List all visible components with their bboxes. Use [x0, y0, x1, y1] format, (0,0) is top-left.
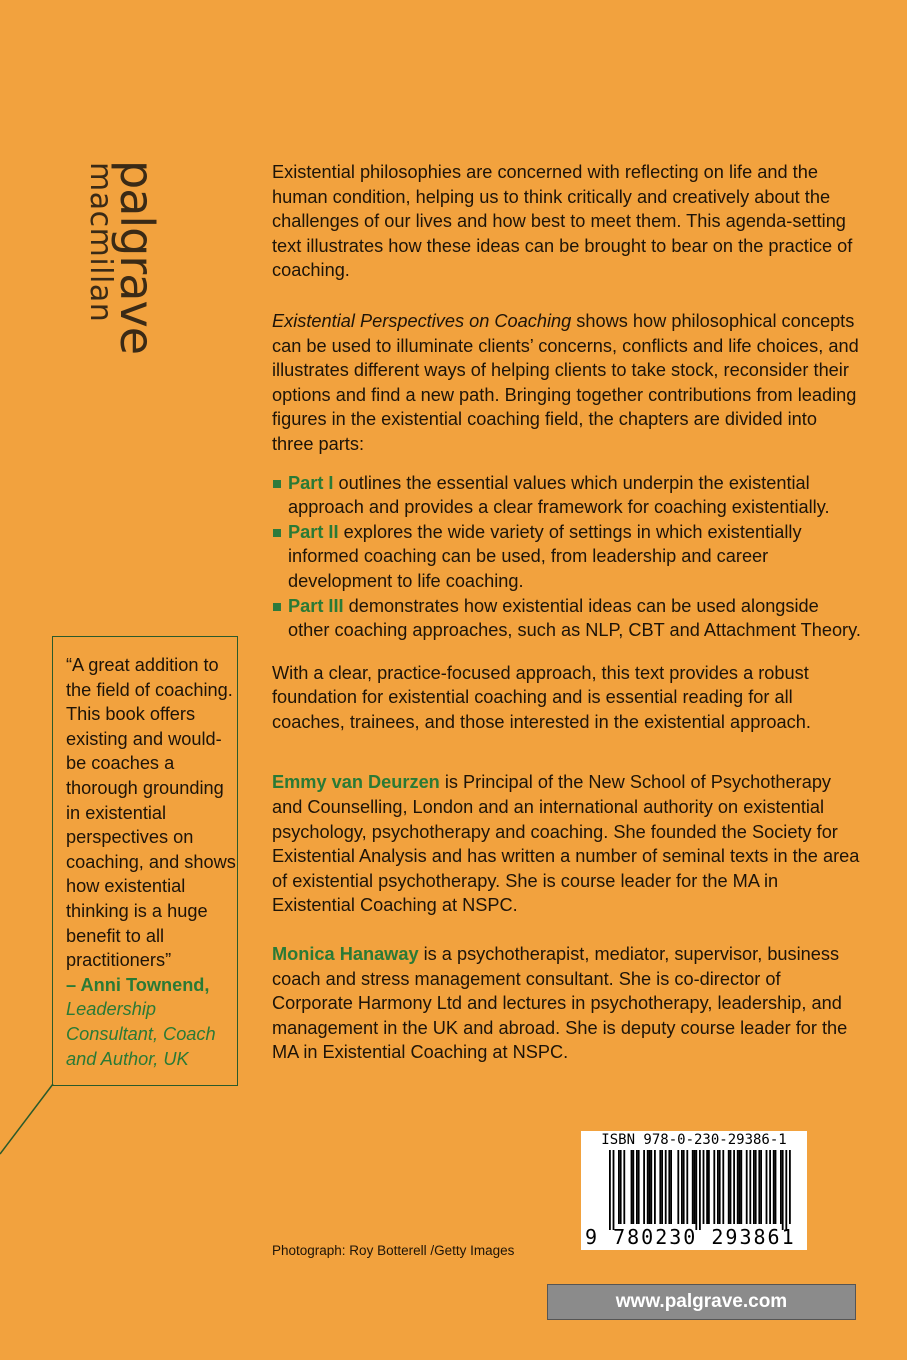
publisher-logo-macmillan: macmillan [83, 162, 118, 323]
barcode-bar [681, 1150, 683, 1224]
barcode-bar [632, 1150, 634, 1224]
barcode-bar [713, 1150, 715, 1224]
parts-list [272, 471, 862, 643]
publisher-logo [38, 160, 164, 354]
list-item [272, 471, 862, 520]
barcode-digits: 9 780230 293861 [585, 1225, 796, 1249]
barcode-bar [647, 1150, 649, 1224]
quote-text: “A great addition to the field of coaching. This book offers existing and would-be coaches a thorough grounding in existential perspectives on coaching, and shows how existential thinking is a huge benefit to all practitioners” [66, 655, 236, 971]
website-link[interactable]: www.palgrave.com [547, 1284, 856, 1320]
book-description [272, 160, 862, 1065]
barcode-bar [683, 1150, 685, 1224]
barcode-bar [659, 1150, 661, 1224]
barcode-bar [737, 1150, 739, 1224]
barcode-bar [782, 1150, 784, 1230]
quote-author: Anni Townend [80, 974, 205, 995]
intro-paragraph: Existential philosophies are concerned with reflecting on life and the human condition, helping us to think critically and creatively about the challenges of our lives and how best to meet them. This agenda-setting text illustrates how these ideas can be brought to bear on the practice of coaching. [272, 162, 853, 281]
barcode-bar [623, 1150, 625, 1224]
barcode-bar [649, 1150, 651, 1224]
part-text: explores the wide variety of settings in which existentially informed coaching can be used, from leadership and career development to life coaching. [288, 521, 802, 591]
barcode-bar [789, 1150, 791, 1224]
barcode-bar [665, 1150, 667, 1224]
isbn-barcode [581, 1131, 807, 1250]
barcode-bar [677, 1150, 679, 1224]
barcode-bar [758, 1150, 760, 1224]
barcode-bar [717, 1150, 719, 1224]
square-bullet-icon [273, 480, 281, 488]
part-text: demonstrates how existential ideas can be used alongside other coaching approaches, such as NLP, CBT and Attachment Theory. [288, 595, 861, 641]
barcode-bar [730, 1150, 732, 1224]
barcode-bar [654, 1150, 656, 1224]
author-bio-text: is a psychotherapist, mediator, supervisor, business coach and stress management consultant. She is co-director of Corporate Harmony Ltd and lectures in psychotherapy, leadership, and management in the UK and abroad. She is deputy course leader for the MA in Existential Coaching at NSPC. [272, 944, 848, 1063]
barcode-bar [638, 1150, 640, 1224]
author-name: Monica Hanaway [272, 944, 419, 965]
barcode-bar [668, 1150, 670, 1224]
barcode-bar [661, 1150, 663, 1224]
barcode-bar [755, 1150, 757, 1224]
barcode-bar [706, 1150, 708, 1224]
barcode-bar [703, 1150, 705, 1224]
barcode-bar [695, 1150, 697, 1230]
barcode-bar [753, 1150, 755, 1224]
barcode-bar [719, 1150, 721, 1224]
barcode-bar [766, 1150, 768, 1224]
author-bio [272, 770, 862, 918]
part-label: Part II [288, 521, 339, 542]
author-bio [272, 942, 862, 1065]
barcode-bar [722, 1150, 724, 1224]
barcode-bar [699, 1150, 701, 1230]
barcode-bar [694, 1150, 696, 1224]
decorative-diagonal-line [0, 1080, 60, 1160]
barcode-bar [740, 1150, 742, 1224]
quote-author-title: Leadership Consultant, Coach and Author, UK [66, 999, 216, 1069]
barcode-bar [739, 1150, 741, 1224]
square-bullet-icon [273, 529, 281, 537]
barcode-bar [708, 1150, 710, 1224]
part-text: outlines the essential values which underpin the existential approach and provides a clear framework for coaching existentially. [288, 472, 830, 518]
barcode-bar [643, 1150, 645, 1224]
barcode-bar [650, 1150, 652, 1224]
isbn-label: ISBN 978-0-230-29386-1 [601, 1132, 787, 1148]
barcode-bar [749, 1150, 751, 1224]
barcode-bar [769, 1150, 771, 1224]
part-label: Part III [288, 595, 344, 616]
barcode-bar [773, 1150, 775, 1224]
quote-comma: , [204, 974, 210, 995]
barcode-bar [775, 1150, 777, 1224]
book-title: Existential Perspectives on Coaching [272, 310, 572, 331]
square-bullet-icon [273, 603, 281, 611]
quote-dash: – [66, 974, 81, 995]
overview-paragraph [272, 309, 862, 457]
closing-paragraph: With a clear, practice-focused approach, this text provides a robust foundation for existential coaching and is essential reading for all coaches, trainees, and those interested in the existential approach. [272, 662, 811, 732]
barcode-bar [728, 1150, 730, 1224]
barcode-bar [631, 1150, 633, 1224]
part-label: Part I [288, 472, 334, 493]
barcode-bar [686, 1150, 688, 1224]
barcode-bar [785, 1150, 787, 1230]
endorsement-quote [52, 636, 238, 1086]
barcode-bar [780, 1150, 782, 1224]
author-bio-text: is Principal of the New School of Psychotherapy and Counselling, London and an international authority on existential psychology, psychotherapy and coaching. She founded the Society for Existential Analysis and has written a number of seminal texts in the area of existential psychotherapy. She is course leader for the MA in Existential Coaching at NSPC. [272, 772, 860, 916]
barcode-bar [760, 1150, 762, 1224]
list-item [272, 520, 862, 594]
photo-credit: Photograph: Roy Botterell /Getty Images [272, 1243, 515, 1258]
barcode-bar [733, 1150, 735, 1224]
barcode-bar [609, 1150, 611, 1230]
barcode-bar [746, 1150, 748, 1224]
list-item [272, 594, 862, 643]
publisher-logo-palgrave: palgrave [110, 160, 164, 354]
barcode-bar [620, 1150, 622, 1224]
overview-text: shows how philosophical concepts can be used to illuminate clients’ concerns, conflicts and life choices, and illustrates different ways of helping clients to take stock, reconsider their options and find a new path. Bringing together contributions from leading figures in the existential coaching field, the chapters are divided into three parts: [272, 310, 859, 454]
barcode-bar [670, 1150, 672, 1224]
barcode-bar [618, 1150, 620, 1224]
barcode-bar [636, 1150, 638, 1224]
barcode-bar [613, 1150, 615, 1230]
barcode-bar [692, 1150, 694, 1224]
author-name: Emmy van Deurzen [272, 772, 440, 793]
